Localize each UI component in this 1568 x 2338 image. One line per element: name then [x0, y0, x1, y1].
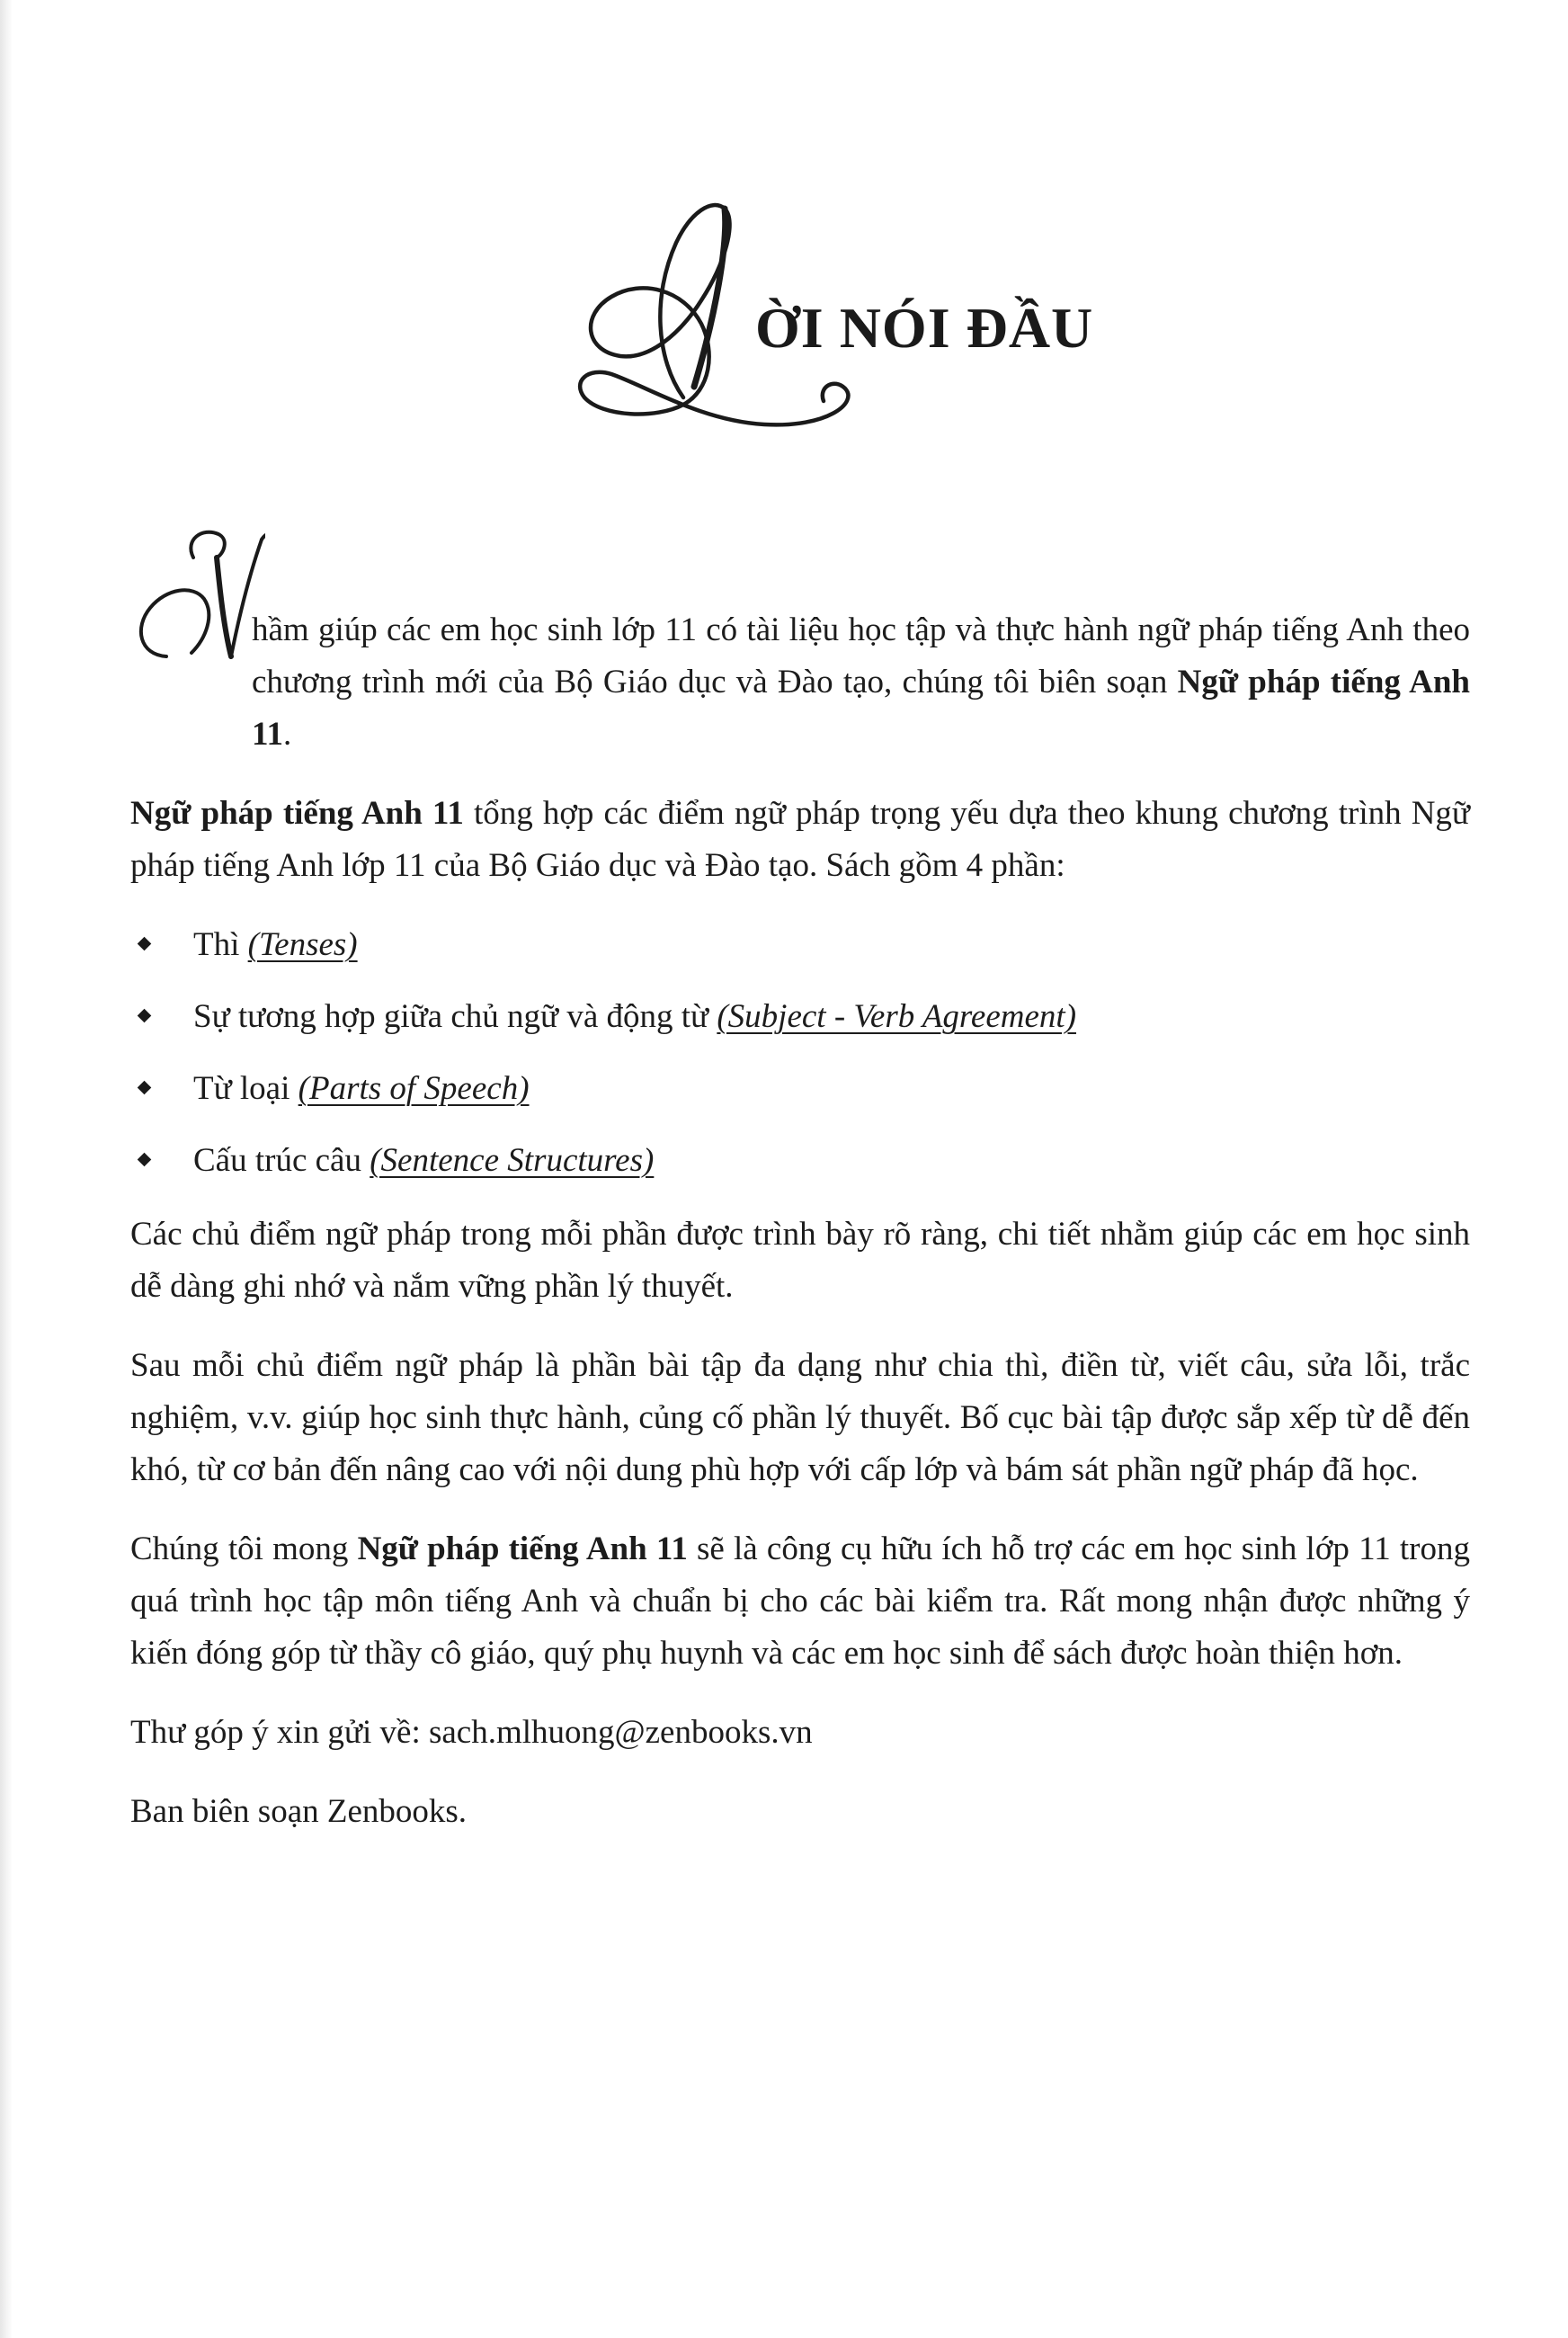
- diamond-bullet-icon: [138, 1009, 152, 1023]
- preface-body: [130, 522, 1470, 1865]
- book-title: Ngữ pháp tiếng Anh 11: [357, 1530, 688, 1567]
- list-item: Từ loại (Parts of Speech): [130, 1063, 1470, 1115]
- title-heading-text: ỜI NÓI ĐẦU: [755, 296, 1094, 360]
- list-item: Thì (Tenses): [130, 919, 1470, 971]
- dropcap-n-script: [130, 522, 265, 665]
- book-title: Ngữ pháp tiếng Anh 11: [252, 664, 1470, 753]
- parts-list: [130, 919, 1470, 1187]
- list-item: Cấu trúc câu (Sentence Structures): [130, 1135, 1470, 1187]
- diamond-bullet-icon: [138, 937, 152, 951]
- summary-paragraph: Ngữ pháp tiếng Anh 11 tổng hợp các điểm ngữ pháp trọng yếu dựa theo khung chương trình Ngữ pháp tiếng Anh lớp 11 của Bộ Giáo dục và Đào tạo. Sách gồm 4 phần:: [130, 795, 1470, 884]
- diamond-bullet-icon: [138, 1153, 152, 1167]
- page-title: [548, 189, 1094, 450]
- signature-line: Ban biên soạn Zenbooks.: [130, 1793, 468, 1830]
- list-item: Sự tương hợp giữa chủ ngữ và động từ (Subject - Verb Agreement): [130, 991, 1470, 1043]
- book-title: Ngữ pháp tiếng Anh 11: [130, 795, 464, 832]
- hope-paragraph: Chúng tôi mong Ngữ pháp tiếng Anh 11 sẽ là công cụ hữu ích hỗ trợ các em học sinh lớp 11 trong quá trình học tập môn tiếng Anh và chuẩn bị cho các bài kiểm tra. Rất mong nhận được những ý kiến đóng góp từ thầy cô giáo, quý phụ huynh và các em học sinh để sách được hoàn thiện hơn.: [130, 1530, 1470, 1672]
- topics-paragraph: Các chủ điểm ngữ pháp trong mỗi phần được trình bày rõ ràng, chi tiết nhằm giúp các em học sinh dễ dàng ghi nhớ và nắm vững phần lý thuyết.: [130, 1216, 1470, 1305]
- diamond-bullet-icon: [138, 1081, 152, 1095]
- exercises-paragraph: Sau mỗi chủ điểm ngữ pháp là phần bài tập đa dạng như chia thì, điền từ, viết câu, sửa lỗi, trắc nghiệm, v.v. giúp học sinh thực hành, củng cố phần lý thuyết. Bố cục bài tập được sắp xếp từ dễ đến khó, từ cơ bản đến nâng cao với nội dung phù hợp với cấp lớp và bám sát phần ngữ pháp đã học.: [130, 1347, 1470, 1488]
- intro-text: hầm giúp các em học sinh lớp 11 có tài liệu học tập và thực hành ngữ pháp tiếng Anh theo chương trình mới của Bộ Giáo dục và Đào tạo, chúng tôi biên soạn Ngữ pháp tiếng Anh 11.: [252, 611, 1470, 753]
- intro-paragraph: [130, 522, 1470, 761]
- contact-line: Thư góp ý xin gửi về: sach.mlhuong@zenbooks.vn: [130, 1714, 813, 1751]
- scan-edge-shadow: [0, 0, 13, 2338]
